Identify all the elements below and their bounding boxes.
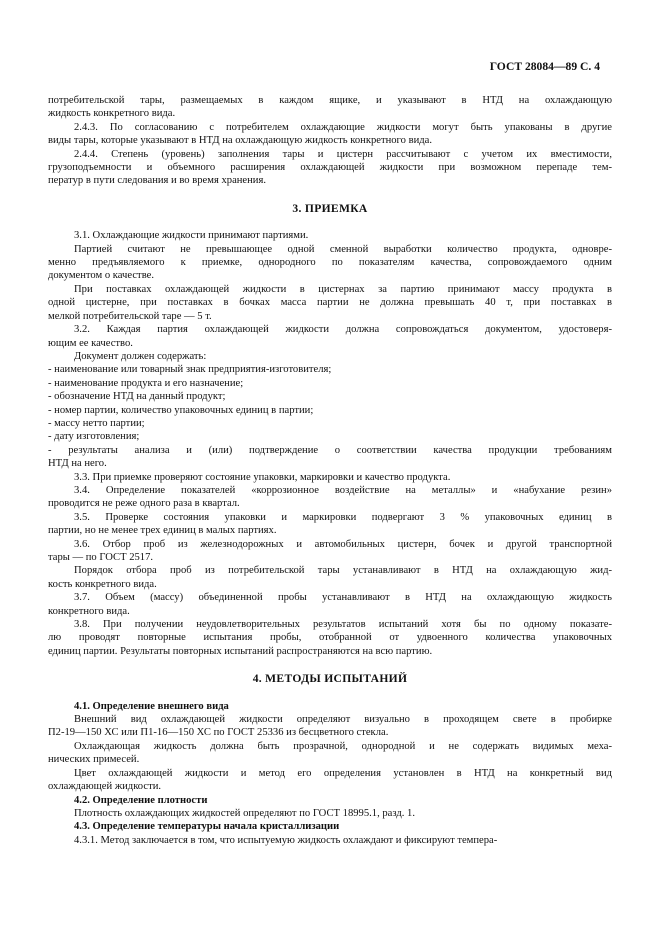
text-line: охлаждающей жидкости. [48,781,162,793]
text-line: нических примесей. [48,754,140,766]
text-line: мелкой потребительской таре — 5 т. [48,310,212,322]
text-line: 2.4.3. По согласованию с потребителем охлаждающие жидкости могут быть упакованы в другие [74,121,612,133]
text-line: 3.8. При получении неудовлетворительных результатов испытаний хотя бы по одному показате- [74,619,612,631]
section-heading: 4. МЕТОДЫ ИСПЫТАНИЙ [252,672,408,686]
text-line: П2-19—150 ХС или П1-16—150 ХС по ГОСТ 25336 из бесцветного стекла. [48,727,389,739]
text-line: 3.1. Охлаждающие жидкости принимают партиями. [74,230,309,242]
text-line: тары — по ГОСТ 2517. [48,552,154,563]
paragraph [48,767,612,794]
paragraph [48,484,612,511]
paragraph [48,377,612,390]
paragraph [48,834,612,847]
paragraph [48,404,612,417]
section-heading: 3. ПРИЕМКА [292,201,368,215]
paragraph [48,417,612,430]
paragraph [48,121,612,148]
text-line: - обозначение НТД на данный продукт; [48,391,226,403]
paragraph [48,564,612,591]
text-line: - дату изготовления; [48,431,140,443]
paragraph [48,283,612,323]
paragraph [48,390,612,403]
text-line: менно предъявляемого к приемке, однородного по показателям качества, сопровождаемого одним [48,257,612,269]
paragraph [48,350,612,363]
subsection-heading: 4.1. Определение внешнего вида [74,700,229,712]
text-line: Порядок отбора проб из потребительской тары устанавливают в НТД на охлаждающую жид- [74,565,612,577]
text-line: грузоподъемности и объемного расширения охлаждающей жидкости при возможном перепаде тем- [48,162,612,174]
text-line: - результаты анализа и (или) подтверждение о соответствии качества продукции требованиям [48,444,612,456]
text-line: документом о качестве. [48,270,154,282]
text-line: 4.3.1. Метод заключается в том, что испытуемую жидкость охлаждают и фиксируют темпера- [74,834,498,846]
text-line: - номер партии, количество упаковочных единиц в партии; [48,404,314,416]
text-line: потребительской тары, размещаемых в каждом ящике, и указывают в НТД на охлаждающую [48,95,612,106]
paragraph [48,229,612,242]
text-line: 3.6. Отбор проб из железнодорожных и автомобильных цистерн, бочек и другой транспортной [74,538,612,550]
paragraph [48,618,612,658]
text-line: одной цистерне, при поставках в бочках масса партии не должна превышать 40 т, при поставках в [48,297,612,309]
paragraph [48,363,612,376]
text-line: виды тары, которые указывают в НТД на охлаждающую жидкость конкретного вида. [48,135,432,147]
text-line: ющим ее качество. [48,337,133,349]
text-line: партии, но не менее трех единиц в малых партиях. [48,525,277,537]
text-line: - наименование или товарный знак предприятия-изготовителя; [48,364,332,376]
text-line: Документ должен содержать: [74,350,207,362]
paragraph [48,511,612,538]
text-line: Охлаждающая жидкость должна быть прозрачной, однородной и не содержать видимых меха- [74,740,612,752]
text-line: 3.7. Объем (массу) объединенной пробы устанавливают в НТД на охлаждающую жидкость [74,592,612,604]
text-line: При поставках охлаждающей жидкости в цистернах за партию принимают массу продукта в [74,283,612,295]
paragraph [48,713,612,740]
text-line: проводится не реже одного раза в квартал. [48,498,240,510]
paragraph [48,444,612,471]
page-header: ГОСТ 28084—89 С. 4 [489,60,600,73]
text-line: жидкость конкретного вида. [48,108,176,120]
text-line: - наименование продукта и его назначение; [48,377,244,389]
text-line: 2.4.4. Степень (уровень) заполнения тары и цистерн рассчитывают с учетом их вместимости, [74,148,612,160]
text-line: 3.5. Проверке состояния упаковки и маркировки подвергают 3 % упаковочных единиц в [74,511,612,523]
document-body [48,94,612,847]
paragraph [48,148,612,188]
paragraph [48,471,612,484]
text-line: лю проводят повторные испытания пробы, отобранной от удвоенного количества упаковочных [48,632,612,644]
text-line: НТД на него. [48,458,107,470]
paragraph [48,430,612,443]
paragraph [48,323,612,350]
text-line: Партией считают не превышающее одной сменной выработки количество продукта, одновре- [74,243,612,255]
subsection-heading: 4.3. Определение температуры начала кристаллизации [74,821,340,833]
text-line: единиц партии. Результаты повторных испытаний распространяются на всю партию. [48,645,433,657]
paragraph [48,243,612,283]
text-line: Плотность охлаждающих жидкостей определяют по ГОСТ 18995.1, разд. 1. [74,807,416,819]
text-line: - массу нетто партии; [48,417,145,429]
text-line: Цвет охлаждающей жидкости и метод его определения установлен в НТД на конкретный вид [74,767,612,779]
text-line: Внешний вид охлаждающей жидкости определяют визуально в проходящем свете в пробирке [74,714,612,726]
paragraph [48,740,612,767]
text-line: 3.2. Каждая партия охлаждающей жидкости должна сопровождаться документом, удостоверя- [74,324,612,336]
paragraph [48,807,612,820]
paragraph [48,538,612,565]
subsection-heading: 4.2. Определение плотности [74,794,208,806]
text-line: 3.4. Определение показателей «коррозионное воздействие на металлы» и «набухание резин» [74,484,612,496]
text-line: конкретного вида. [48,605,130,617]
text-line: кость конкретного вида. [48,578,157,590]
paragraph [48,591,612,618]
paragraph [48,94,612,121]
text-line: ператур в пути следования и во время хранения. [48,175,266,187]
text-line: 3.3. При приемке проверяют состояние упаковки, маркировки и качество продукта. [74,471,451,483]
